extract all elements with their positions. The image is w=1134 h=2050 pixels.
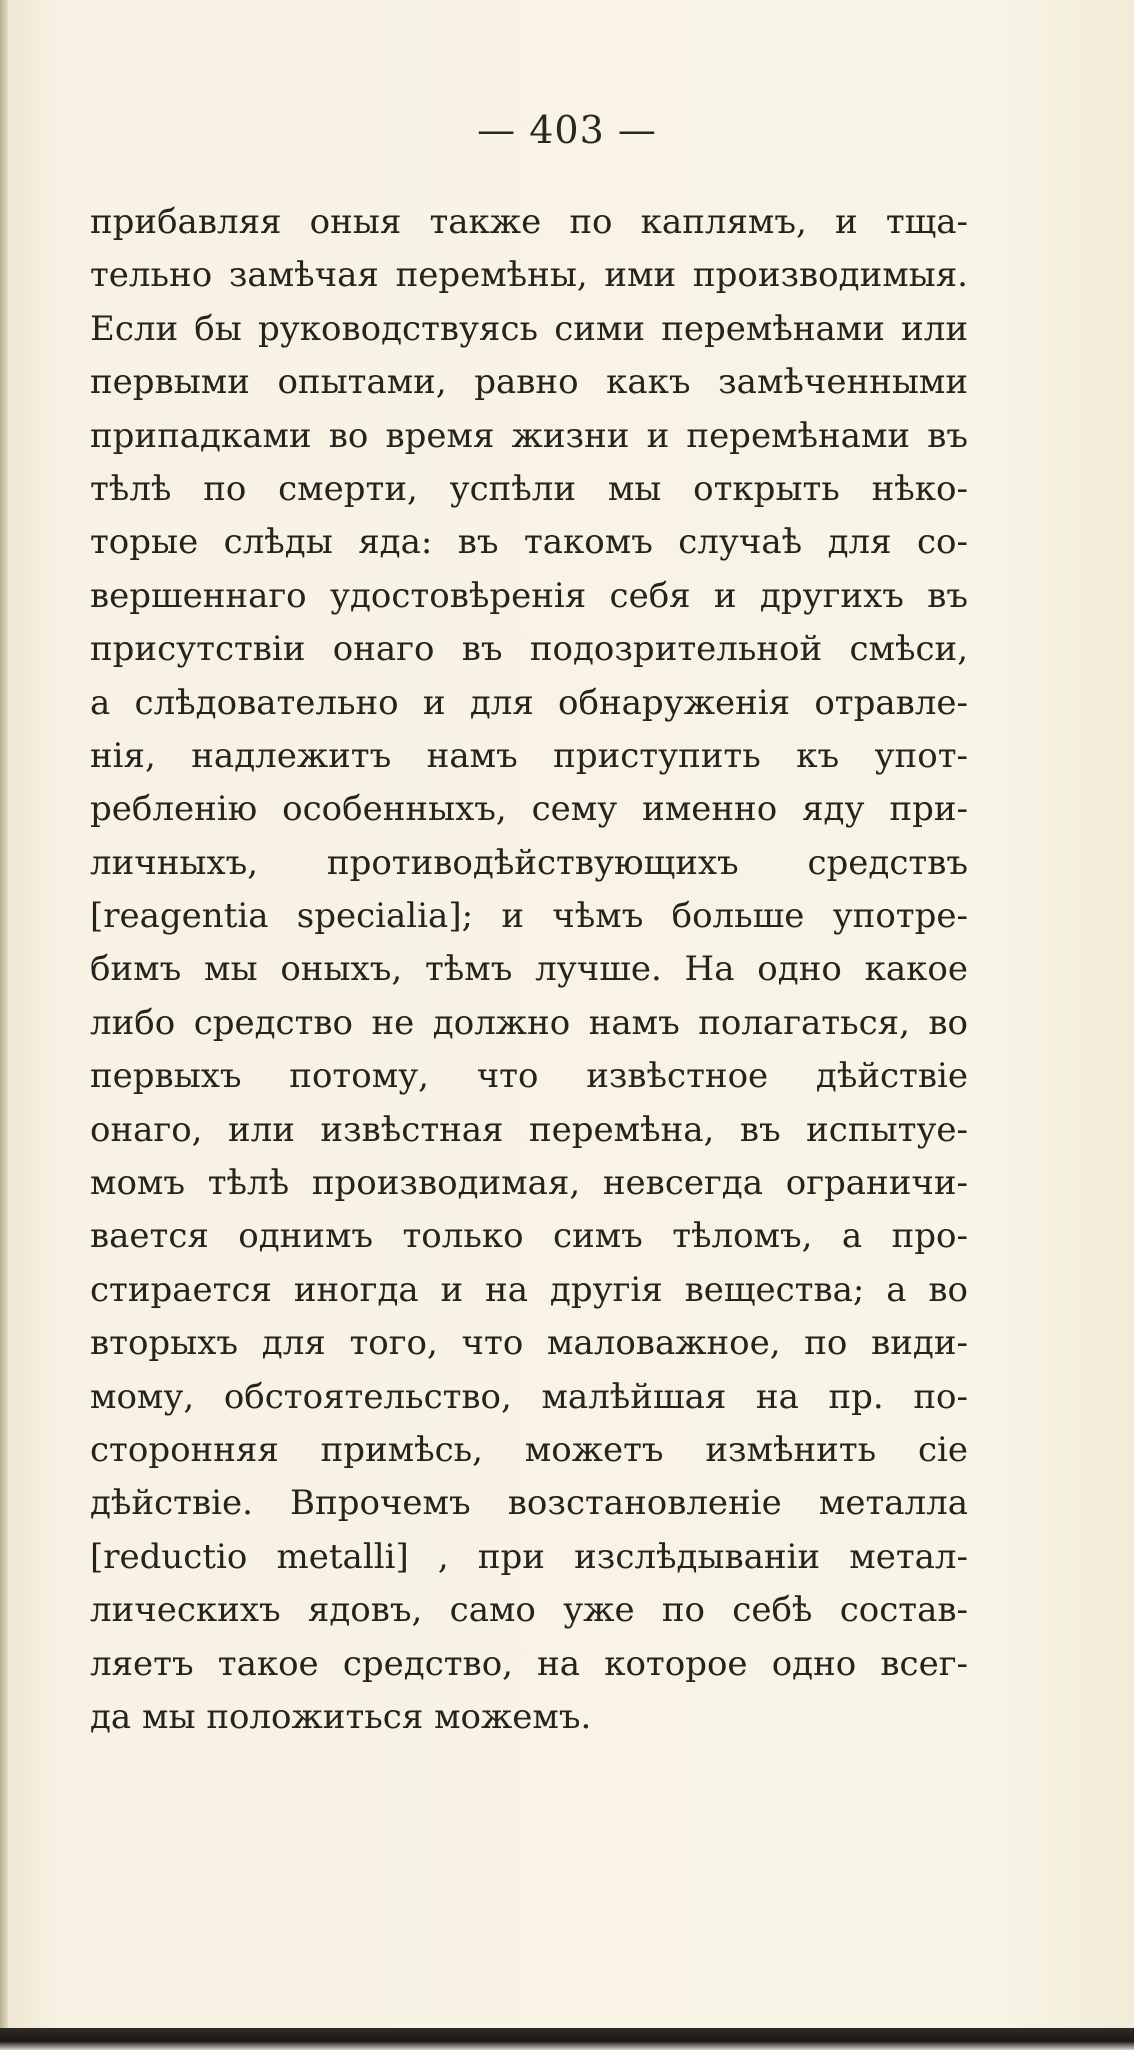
text-line: ребленію особенныхъ, сему именно яду при- [90,789,968,830]
text-line: а слѣдовательно и для обнаруженія отравле- [90,682,968,723]
binding-edge [0,0,8,2050]
text-line: либо средство не должно намъ полагаться, во [90,1002,968,1043]
text-line: вторыхъ для того, что маловажное, по види- [90,1323,968,1364]
text-line: вается однимъ только симъ тѣломъ, а про- [90,1216,968,1257]
text-line: тѣлѣ по смерти, успѣли мы открыть нѣко- [90,468,968,509]
text-line: да мы положиться можемъ. [90,1696,592,1737]
text-line: момъ тѣлѣ производимая, невсегда ограничи- [90,1163,968,1204]
text-line: нія, надлежитъ намъ приступить къ упот- [90,735,968,776]
text-line: прибавляя оныя также по каплямъ, и тща- [90,202,968,242]
text-line: [reductio metalli] , при изслѣдываніи метал- [90,1536,968,1577]
text-line: первыхъ потому, что извѣстное дѣйствіе [90,1056,968,1097]
text-line: дѣйствіе. Впрочемъ возстановленіе металла [90,1483,968,1524]
text-line: онаго, или извѣстная перемѣна, въ испытуе- [90,1109,968,1150]
text-line: припадками во время жизни и перемѣнами въ [90,415,968,456]
text-line: сторонняя примѣсь, можетъ измѣнить сіе [90,1429,968,1470]
text-line: мому, обстоятельство, малѣйшая на пр. по- [90,1376,968,1417]
text-line: бимъ мы оныхъ, тѣмъ лучше. На одно какое [90,949,968,990]
text-line: стирается иногда и на другія вещества; а во [90,1269,968,1310]
text-line: Если бы руководствуясь сими перемѣнами или [90,308,968,349]
text-line: присутствіи онаго въ подозрительной смѣси, [90,629,968,670]
text-line: [reagentia specialia]; и чѣмъ больше употре- [90,896,968,937]
text-line: тельно замѣчая перемѣны, ими производимыя. [90,255,968,296]
bottom-edge [0,2028,1134,2050]
text-line: вершеннаго удостовѣренія себя и другихъ въ [90,575,968,616]
text-line: лическихъ ядовъ, само уже по себѣ состав- [90,1590,968,1631]
text-line: ляетъ такое средство, на которое одно всег- [90,1643,968,1684]
text-line: личныхъ, противодѣйствующихъ средствъ [90,842,968,883]
page-number: — 403 — [477,108,657,152]
body-text [90,196,968,1744]
text-line: торые слѣды яда: въ такомъ случаѣ для со- [90,522,968,563]
text-line: первыми опытами, равно какъ замѣченными [90,362,968,403]
